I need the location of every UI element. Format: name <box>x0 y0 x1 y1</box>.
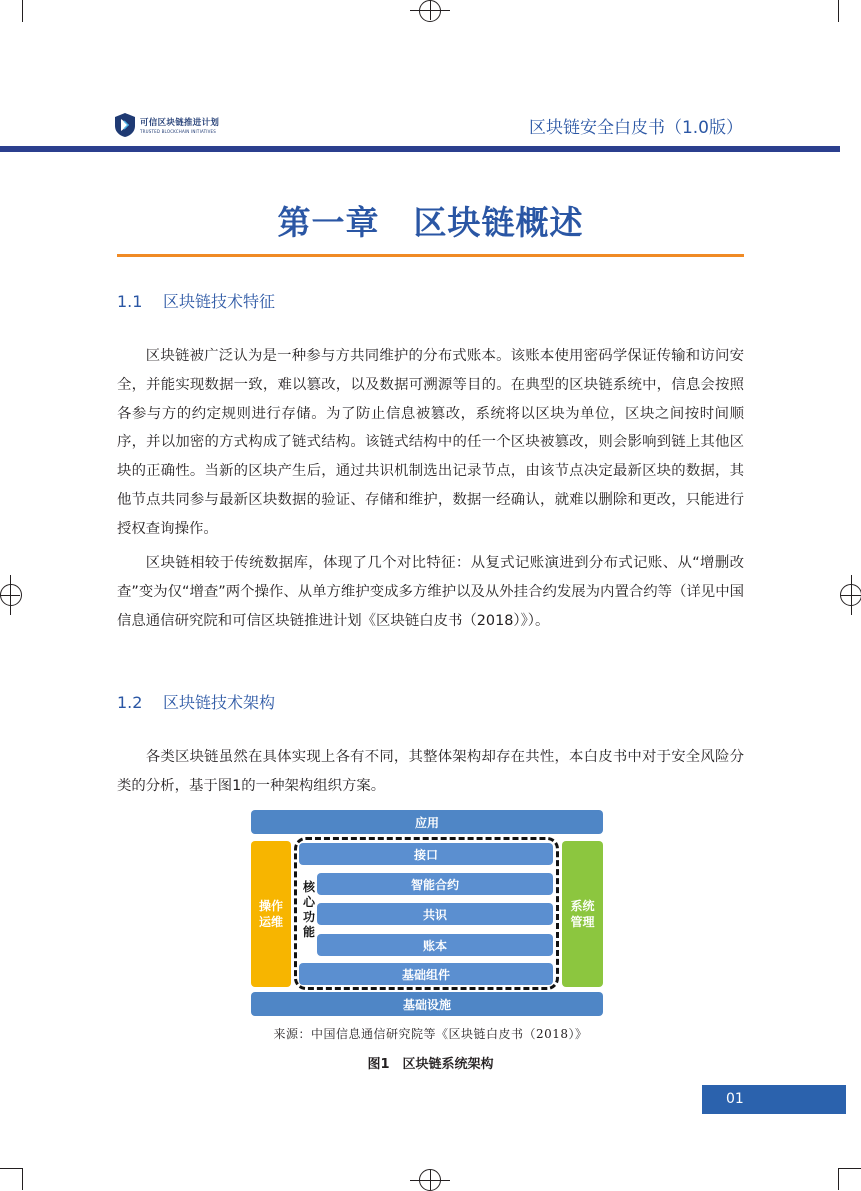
paragraph-1: 区块链被广泛认为是一种参与方共同维护的分布式账本。该账本使用密码学保证传输和访问安全，并能实现数据一致，难以篡改，以及数据可溯源等目的。在典型的区块链系统中，信息会按照各参与方的约定规则进行存储。为了防止信息被篡改，系统将以区块为单位，区块之间按时间顺序，并以加密的方式构成了链式结构。该链式结构中的任一个区块被篡改，则会影响到链上其他区块的正确性。当新的区块产生后，通过共识机制选出记录节点，由该节点决定最新区块的数据，其他节点共同参与最新区块数据的验证、存储和维护，数据一经确认，就难以删除和更改，只能进行授权查询操作。 <box>117 348 744 537</box>
paragraph-3: 各类区块链虽然在具体实现上各有不同，其整体架构却存在共性，本白皮书中对于安全风险分类的分析，基于图1的一种架构组织方案。 <box>117 749 744 794</box>
layer-consensus: 共识 <box>317 903 553 925</box>
layer-ledger: 账本 <box>317 934 553 956</box>
section-number: 1.2 <box>117 693 143 712</box>
header-logo <box>114 112 224 140</box>
crop-mark <box>838 1168 839 1190</box>
side-system-management-label: 系统管理 <box>570 899 595 929</box>
layer-application: 应用 <box>251 810 603 834</box>
page-number: 01 <box>726 1091 744 1107</box>
side-operations <box>251 841 291 987</box>
crop-mark <box>838 0 839 22</box>
section-heading-1-2 <box>117 690 275 713</box>
header-title: 区块链安全白皮书（1.0版） <box>528 118 743 138</box>
chapter-title: 第一章 区块链概述 <box>277 203 584 242</box>
logo-text-cn: 可信区块链推进计划 <box>140 118 220 128</box>
figure-source: 来源：中国信息通信研究院等《区块链白皮书（2018）》 <box>273 1027 588 1041</box>
crop-mark <box>839 1168 861 1169</box>
side-operations-label: 操作运维 <box>258 899 283 929</box>
layer-smart-contract: 智能合约 <box>317 873 553 895</box>
paragraph-2: 区块链相较于传统数据库，体现了几个对比特征：从复式记账演进到分布式记账、从“增删改查”变为仅“增查”两个操作、从单方维护变成多方维护以及从外挂合约发展为内置合约等（详见中国信息通信研究院和可信区块链推进计划《区块链白皮书（2018）》）。 <box>117 555 744 629</box>
logo-text-en: TRUSTED BLOCKCHAIN INITIATIVES <box>140 129 216 134</box>
layer-infrastructure: 基础设施 <box>251 992 603 1016</box>
layer-interface: 接口 <box>299 843 553 865</box>
shield-logo-icon <box>114 112 136 138</box>
crop-mark <box>0 1168 22 1169</box>
architecture-diagram <box>251 810 603 1016</box>
header-rule <box>0 146 840 152</box>
crop-mark <box>22 1168 23 1190</box>
layer-base-components: 基础组件 <box>299 963 553 985</box>
chapter-rule <box>117 254 744 257</box>
section-title: 区块链技术特征 <box>163 292 276 311</box>
figure-caption: 图1 区块链系统架构 <box>367 1057 494 1072</box>
section-title: 区块链技术架构 <box>163 693 276 712</box>
section-heading-1-1 <box>117 289 275 312</box>
crop-mark <box>22 0 23 22</box>
page-number-box <box>702 1085 846 1114</box>
section-number: 1.1 <box>117 292 143 311</box>
core-function-label: 核心功能 <box>302 880 315 939</box>
side-system-management <box>562 841 603 987</box>
